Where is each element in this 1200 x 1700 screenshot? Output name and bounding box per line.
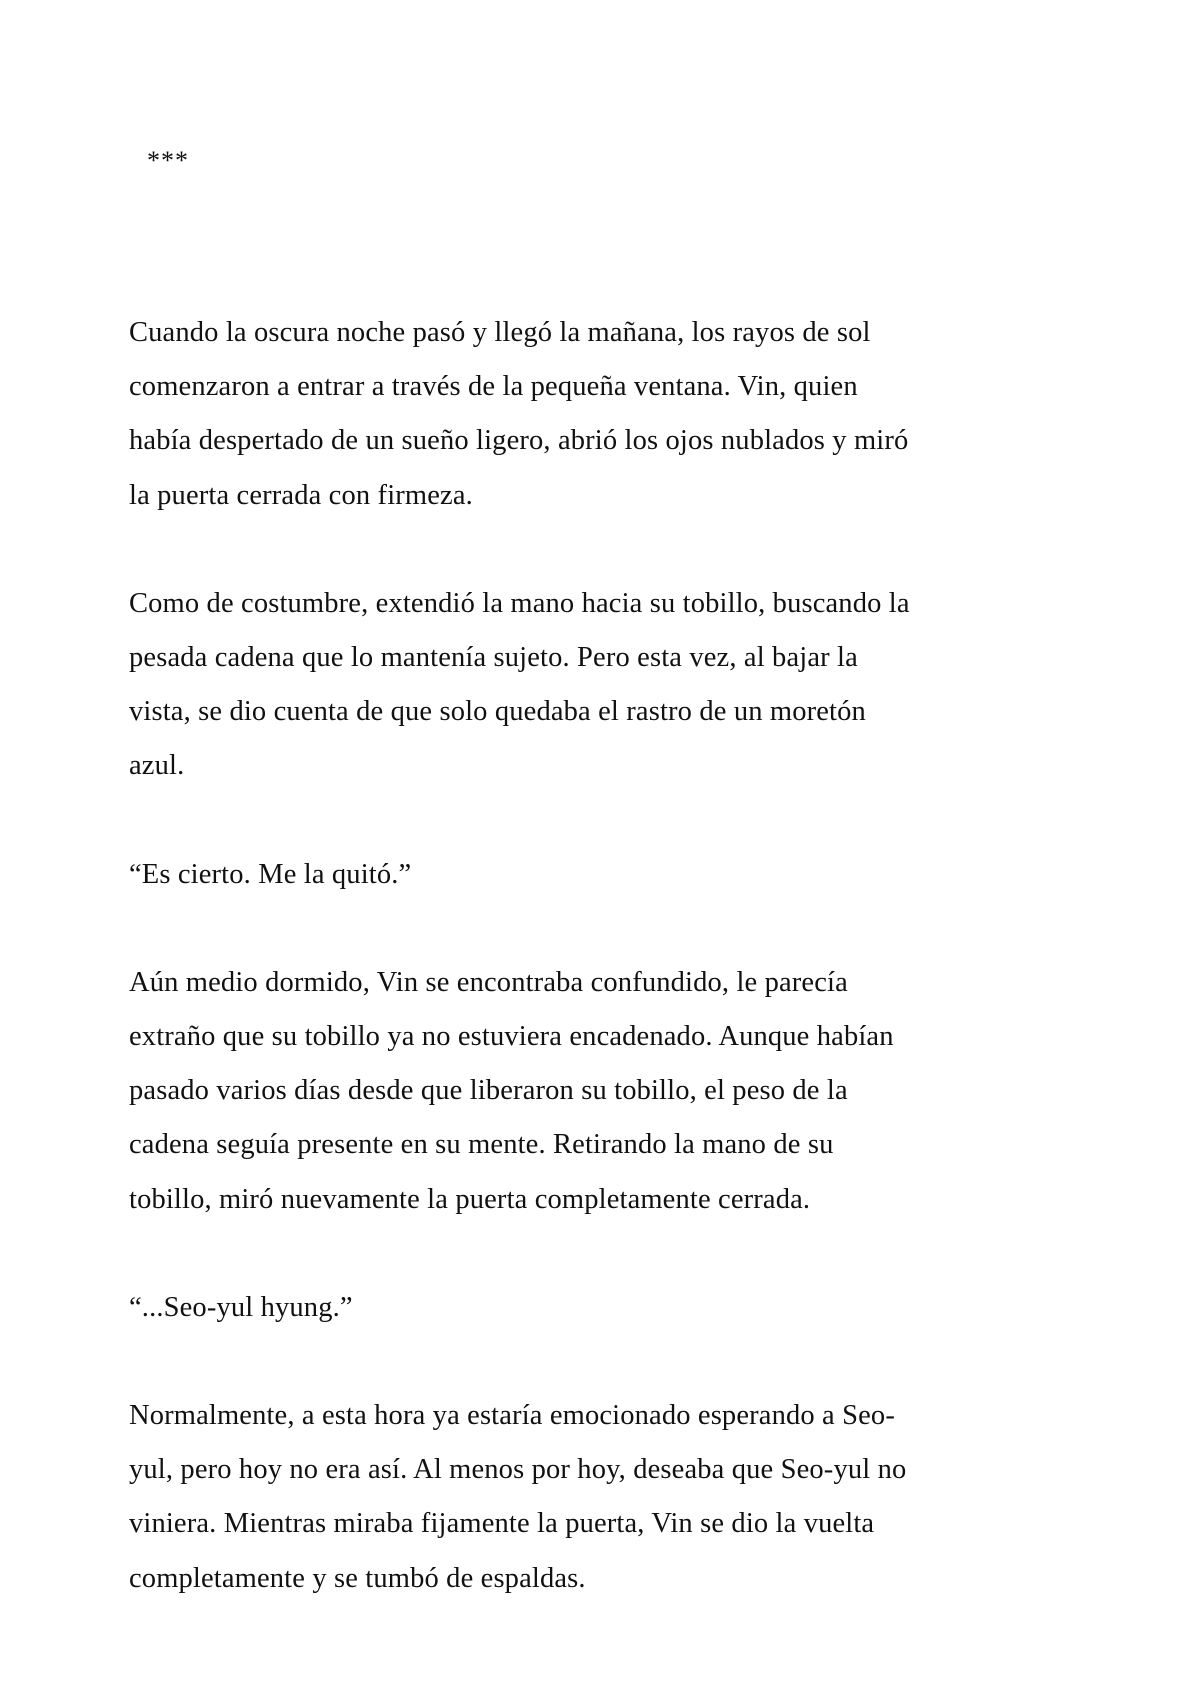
text-line: pesada cadena que lo mantenía sujeto. Pero esta vez, al bajar la (129, 642, 858, 674)
story-body (129, 306, 1089, 1660)
text-line: comenzaron a entrar a través de la pequeña ventana. Vin, quien (129, 371, 858, 403)
text-line: viniera. Mientras miraba fijamente la puerta, Vin se dio la vuelta (129, 1508, 875, 1540)
paragraph-4 (129, 1389, 1089, 1606)
text-line: completamente y se tumbó de espaldas. (129, 1562, 586, 1594)
text-line: pasado varios días desde que liberaron su tobillo, el peso de la (129, 1075, 848, 1107)
dialogue-line: “...Seo-yul hyung.” (129, 1291, 353, 1323)
text-line: la puerta cerrada con firmeza. (129, 479, 473, 511)
text-line: Normalmente, a esta hora ya estaría emocionado esperando a Seo- (129, 1400, 895, 1432)
text-line: había despertado de un sueño ligero, abrió los ojos nublados y miró (129, 425, 909, 457)
text-line: tobillo, miró nuevamente la puerta completamente cerrada. (129, 1183, 811, 1215)
dialogue-2 (129, 1281, 1089, 1335)
text-line: yul, pero hoy no era así. Al menos por hoy, deseaba que Seo-yul no (129, 1454, 907, 1486)
paragraph-1 (129, 306, 1089, 523)
paragraph-3 (129, 956, 1089, 1227)
text-line: vista, se dio cuenta de que solo quedaba el rastro de un moretón (129, 696, 866, 728)
dialogue-line: “Es cierto. Me la quitó.” (129, 858, 412, 890)
dialogue-1 (129, 848, 1089, 902)
text-line: azul. (129, 750, 185, 782)
text-line: Como de costumbre, extendió la mano hacia su tobillo, buscando la (129, 587, 910, 619)
paragraph-2 (129, 577, 1089, 794)
text-line: Cuando la oscura noche pasó y llegó la mañana, los rayos de sol (129, 317, 871, 348)
text-line: cadena seguía presente en su mente. Retirando la mano de su (129, 1129, 834, 1161)
section-separator: *** (147, 146, 189, 175)
text-line: extraño que su tobillo ya no estuviera encadenado. Aunque habían (129, 1021, 894, 1053)
text-line: Aún medio dormido, Vin se encontraba confundido, le parecía (129, 966, 848, 998)
